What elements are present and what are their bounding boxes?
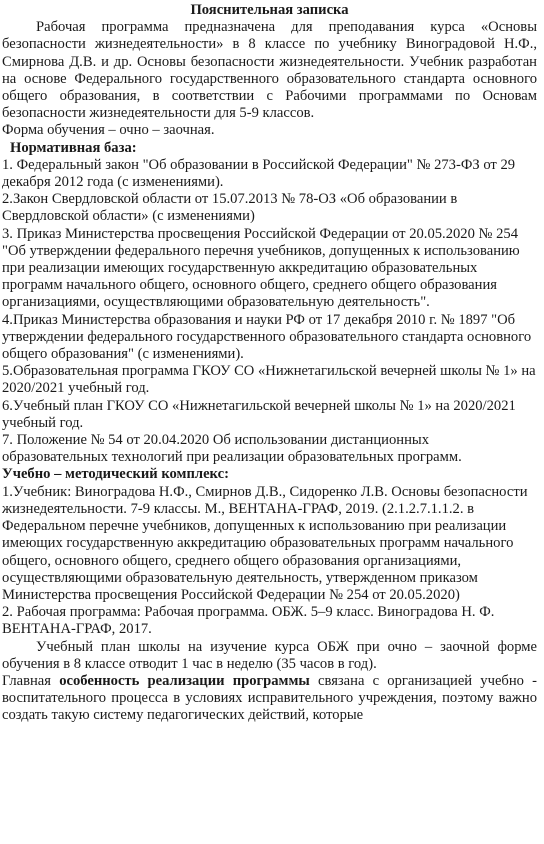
methodical-list: [2, 484, 537, 639]
methodical-heading: Учебно – методический комплекс:: [2, 466, 229, 483]
normative-heading: Нормативная база:: [10, 139, 137, 156]
document-title: Пояснительная записка: [190, 2, 349, 18]
normative-item: 7. Положение № 54 от 20.04.2020 Об использовании дистанционных образовательных технологий при реализации образовательных программ.: [2, 432, 462, 466]
feature-paragraph: [2, 673, 537, 725]
normative-item: 3. Приказ Министерства просвещения Российской Федерации от 20.05.2020 № 254 "Об утверждении федерального перечня учебников, допущенных к использованию при реализации имеющих государственную аккредитацию образовательных программ начального общего, основного общего, среднего общего образования организациями, осуществляющими образовательную деятельность".: [2, 225, 520, 311]
normative-item: 5.Образовательная программа ГКОУ СО «Нижнетагильской вечерней школы № 1» на 2020/2021 учебный год.: [2, 363, 536, 397]
methodical-item: 2. Рабочая программа: Рабочая программа. ОБЖ. 5–9 класс. Виноградова Н. Ф. ВЕНТАНА-ГРАФ, 2017.: [2, 604, 495, 638]
normative-item: 2.Закон Свердловской области от 15.07.2013 № 78-ОЗ «Об образовании в Свердловской области» (с изменениями): [2, 191, 458, 225]
normative-item: 1. Федеральный закон "Об образовании в Российской Федерации" № 273-ФЗ от 29 декабря 2012 года (с изменениями).: [2, 156, 516, 191]
feature-prefix: Главная: [2, 672, 60, 689]
normative-item: 4.Приказ Министерства образования и науки РФ от 17 декабря 2010 г. № 1897 "Об утверждении федерального государственного образовательного стандарта основного общего образования" (с изменениями).: [2, 311, 532, 363]
hours-paragraph: Учебный план школы на изучение курса ОБЖ при очно – заочной форме обучения в 8 классе отводит 1 час в неделю (35 часов в год).: [2, 638, 537, 672]
methodical-item: 1.Учебник: Виноградова Н.Ф., Смирнов Д.В., Сидоренко Л.В. Основы безопасности жизнедеятельности. 7-9 классы. М., ВЕНТАНА-ГРАФ, 2019. (2.1.2.7.1.1.2. в Федеральном перечне учебников, допущенных к использованию при реализации имеющих государственную аккредитацию образовательных программ начального общего, основного общего, среднего общего образования организациями, осуществляющими образовательную деятельность, утвержденном приказом Министерства просвещения Российской Федерации № 254 от 20.05.2020): [2, 483, 528, 603]
normative-item: 6.Учебный план ГКОУ СО «Нижнетагильской вечерней школы № 1» на 2020/2021 учебный год.: [2, 397, 516, 431]
normative-list: [2, 157, 537, 467]
feature-emphasis: особенность реализации программы: [59, 672, 310, 689]
feature-suffix: связана с организацией учебно - воспитательного процесса в условиях исправительного учреждения, поэтому важно создать такую систему педагогических действий, которые: [2, 672, 537, 724]
intro-paragraph: Рабочая программа предназначена для преподавания курса «Основы безопасности жизнедеятельности» в 8 классе по учебнику Виноградовой Н.Ф., Смирнова Д.В. и др. Основы безопасности жизнедеятельности. Учебник разработан на основе Федерального государственного образовательного стандарта основного общего образования, в соответствии с Рабочими программами по Основам безопасности жизнедеятельности для 5-9 классов.: [2, 19, 537, 122]
form-of-study: Форма обучения – очно – заочная.: [2, 122, 215, 139]
